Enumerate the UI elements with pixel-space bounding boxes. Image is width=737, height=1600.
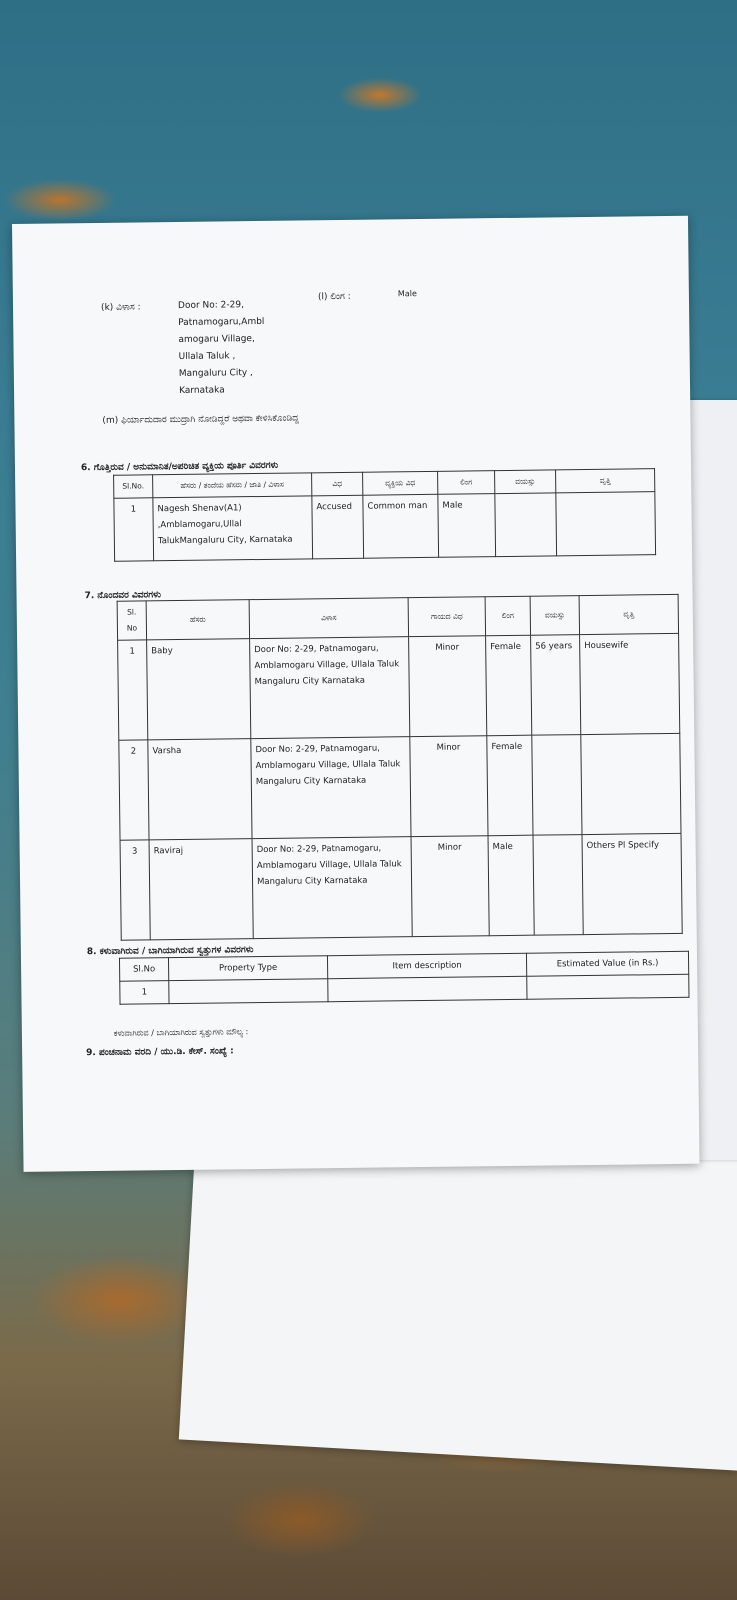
address-line: Ullala Taluk , (178, 351, 236, 362)
cell-address: Door No: 2-29, Patnamogaru, Amblamogaru Village, Ullala Taluk Mangaluru City Karnataka (251, 737, 411, 839)
cell-injury: Minor (409, 636, 487, 737)
section7-table (117, 594, 683, 941)
table-header-row (117, 594, 678, 640)
cell-name: Nagesh Shenav(A1) ,Amblamogaru,Ullal TalukMangaluru City, Karnataka (153, 496, 313, 561)
field-m-label: (m) ಫಿರ್ಯಾದುದಾರ ಮುದ್ರಾಗಿ ನೋಡಿದ್ದರೆ ಅಥವಾ ಕೇಳಿಸಿಕೊಂಡಿದ್ದ (102, 413, 299, 426)
address-line: amogaru Village, (178, 334, 255, 345)
cell-sl: 3 (120, 840, 150, 940)
table-row (119, 733, 681, 840)
cell-sl: 1 (118, 640, 148, 740)
cell-gender: Male (488, 835, 534, 936)
section8-title: 8. ಕಳುವಾಗಿರುವ / ಬಾಗಿಯಾಗಿರುವ ಸ್ವತ್ತುಗಳ ವಿವರಗಳು (86, 945, 254, 958)
col-header: ವಿಳಾಸ (249, 598, 408, 639)
col-header: Sl. No (117, 601, 146, 640)
col-header: ಹೆಸರು / ತಂದೆಯ ಹೆಸರು / ಜಾತಿ / ವಿಳಾಸ (153, 473, 312, 498)
cell-age (532, 735, 582, 836)
section9-title: 9. ಪಂಚನಾಮ ವರದಿ / ಯು.ಡಿ. ಕೇಸ್. ಸಂಖ್ಯೆ : (86, 1046, 234, 1059)
section6-table (113, 468, 656, 562)
col-header: Property Type (168, 956, 327, 981)
cell-occupation: Others Pl Specify (582, 833, 682, 934)
col-header: ವಯಸ್ಸು (530, 596, 579, 636)
cell-person-type: Common man (363, 494, 439, 558)
cell-property-type (169, 979, 328, 1004)
field-l-value: Male (397, 289, 417, 299)
col-header: Estimated Value (in Rs.) (526, 951, 688, 976)
address-line: Karnataka (178, 385, 225, 396)
field-l-label: (l) ಲಿಂಗ : (317, 291, 351, 303)
col-header: ವೃತ್ತಿ (556, 469, 655, 493)
cell-value (527, 974, 689, 999)
table-row (114, 492, 656, 562)
col-header: ವಿಧ (312, 472, 363, 496)
col-header: ವೃತ್ತಿ (579, 594, 678, 634)
section7-title: 7. ನೊಂದವರ ವಿವರಗಳು (84, 590, 161, 602)
cell-sl: 2 (119, 740, 149, 840)
field-k-label: (k) ವಿಳಾಸ : (100, 302, 141, 313)
cell-age: 56 years (531, 635, 581, 736)
cell-age (533, 835, 583, 936)
cell-type: Accused (312, 495, 364, 559)
cell-description (328, 976, 527, 1001)
cell-name: Baby (147, 639, 251, 740)
cell-sl: 1 (120, 981, 169, 1005)
cell-injury: Minor (410, 736, 488, 837)
cell-occupation: Housewife (580, 633, 680, 734)
section8-table (119, 951, 690, 1005)
col-header: Sl.No. (114, 475, 153, 498)
col-header: ಗಾಯದ ವಿಧ (408, 597, 485, 637)
address-line: Mangaluru City , (178, 368, 253, 379)
cell-gender: Female (487, 735, 533, 836)
address-line: Door No: 2-29, (177, 300, 245, 311)
cell-gender: Female (486, 635, 532, 736)
section6-title: 6. ಗೊತ್ತಿರುವ / ಅನುಮಾನಿತ/ಅಪರಿಚಿತ ವ್ಯಕ್ತಿಯ ಪೂರ್ತಿ ವಿವರಗಳು (80, 460, 279, 474)
cell-age (495, 493, 557, 557)
field-k-address (178, 297, 265, 400)
col-header: Item description (327, 953, 526, 978)
cell-occupation (556, 492, 656, 556)
col-header: ಲಿಂಗ (438, 471, 495, 495)
cell-injury: Minor (411, 836, 489, 937)
cell-address: Door No: 2-29, Patnamogaru, Amblamogaru Village, Ullala Taluk Mangaluru City Karnataka (250, 637, 410, 739)
cell-occupation (581, 733, 681, 834)
document-page (12, 216, 700, 1172)
cell-name: Varsha (148, 739, 252, 840)
cell-address: Door No: 2-29, Patnamogaru, Amblamogaru Village, Ullala Taluk Mangaluru City Karnataka (252, 837, 412, 939)
cell-name: Raviraj (149, 839, 253, 940)
col-header: ವ್ಯಕ್ತಿಯ ವಿಧ (363, 471, 438, 495)
cell-gender: Male (438, 494, 496, 558)
address-line: Patnamogaru,Ambl (178, 316, 265, 328)
col-header: ಹೆಸರು (146, 600, 249, 640)
table-row (120, 833, 682, 940)
col-header: ಲಿಂಗ (485, 596, 530, 636)
col-header: Sl.No (119, 958, 168, 982)
cell-sl: 1 (114, 498, 154, 561)
table-row (118, 633, 680, 740)
section8-footer: ಕಳುವಾಗಿರುವ / ಬಾಗಿಯಾಗಿರುವ ಸ್ವತ್ತುಗಳು ಮೌಲ್ಯ : (113, 1027, 249, 1038)
col-header: ವಯಸ್ಸು (495, 470, 556, 494)
